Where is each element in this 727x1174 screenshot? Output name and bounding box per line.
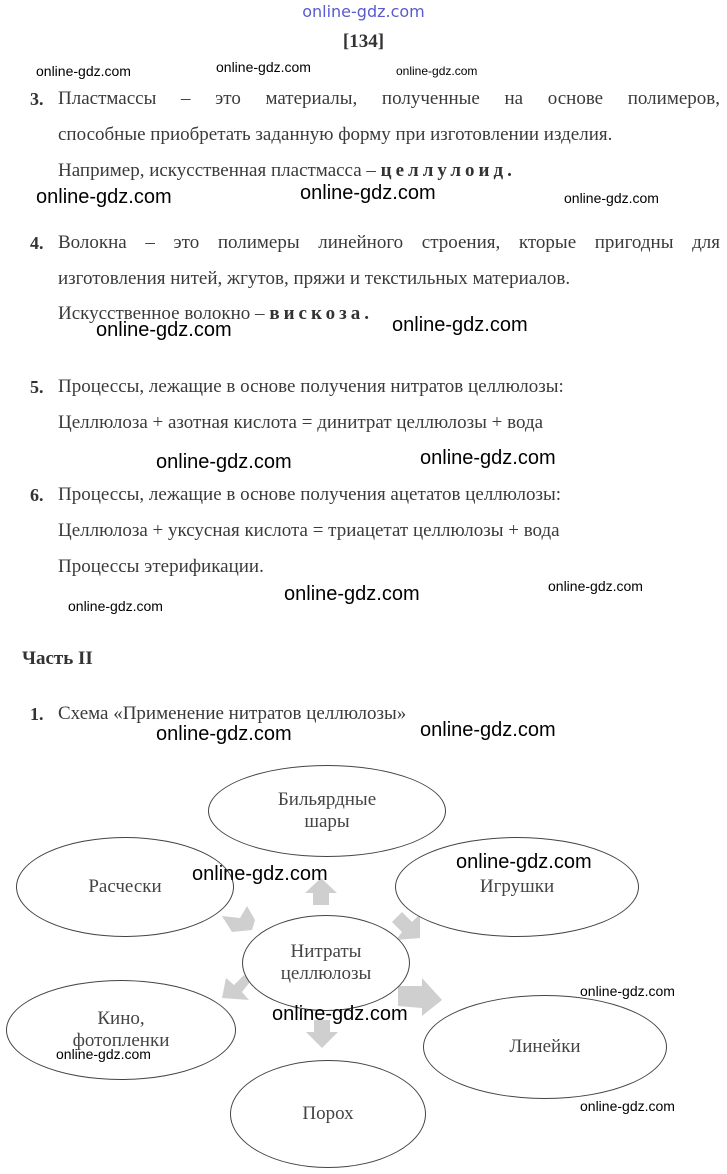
- arrow-upper-left: [222, 906, 255, 932]
- item-3-term: целлулоид.: [380, 160, 516, 181]
- site-header-link[interactable]: online-gdz.com: [302, 2, 425, 21]
- watermark: online-gdz.com: [300, 182, 436, 204]
- center-line-2: целлюлозы: [280, 963, 372, 984]
- watermark: online-gdz.com: [192, 863, 328, 885]
- watermark: online-gdz.com: [580, 1098, 675, 1114]
- item-5-number: 5.: [30, 377, 44, 397]
- gunpowder-label: Порох: [302, 1103, 354, 1124]
- watermark: online-gdz.com: [420, 447, 556, 469]
- item-4-number: 4.: [30, 233, 44, 253]
- watermark: online-gdz.com: [68, 598, 163, 614]
- watermark: online-gdz.com: [456, 851, 592, 873]
- watermark: online-gdz.com: [548, 578, 643, 594]
- question-1-number: 1.: [30, 704, 44, 724]
- film-line-1: Кино,: [97, 1008, 145, 1029]
- watermark: online-gdz.com: [396, 64, 478, 78]
- item-3-number: 3.: [30, 89, 44, 109]
- watermark: online-gdz.com: [36, 186, 172, 208]
- watermark: online-gdz.com: [272, 1003, 408, 1025]
- item-4-prefix: Искусственное волокно –: [58, 303, 265, 324]
- item-3-line-1: Пластмассы – это материалы, полученные на основе полимеров,: [58, 88, 720, 109]
- watermark: online-gdz.com: [420, 719, 556, 741]
- item-6-line-3: Процессы этерификации.: [58, 556, 264, 577]
- item-5-line-2: Целлюлоза + азотная кислота = динитрат целлюлозы + вода: [58, 412, 544, 433]
- watermark: online-gdz.com: [96, 319, 232, 341]
- watermark: online-gdz.com: [216, 59, 311, 75]
- billiard-line-1: Бильярдные: [277, 789, 377, 810]
- combs-label: Расчески: [88, 876, 162, 897]
- film-line-2: фотопленки: [72, 1030, 170, 1051]
- watermark: online-gdz.com: [56, 1046, 151, 1062]
- item-4-line-2: изготовления нитей, жгутов, пряжи и текстильных материалов.: [58, 268, 571, 289]
- item-3-prefix: Например, искусственная пластмасса –: [58, 160, 376, 181]
- item-4-term: вискоза.: [269, 303, 374, 324]
- item-4-line-1: Волокна – это полимеры линейного строения, кторые пригодны для: [58, 232, 720, 253]
- diagram-center-cellulose-nitrates: [242, 915, 410, 1011]
- item-6-line-2: Целлюлоза + уксусная кислота = триацетат целлюлозы + вода: [58, 520, 560, 541]
- toys-label: Игрушки: [479, 876, 555, 897]
- watermark: online-gdz.com: [580, 983, 675, 999]
- watermark: online-gdz.com: [392, 314, 528, 336]
- center-line-1: Нитраты: [290, 941, 362, 962]
- diagram-rulers: [423, 995, 667, 1099]
- item-3-line-2: способные приобретать заданную форму при изготовлении изделия.: [58, 124, 613, 145]
- item-6-line-1: Процессы, лежащие в основе получения ацетатов целлюлозы:: [58, 484, 562, 505]
- watermark: online-gdz.com: [156, 723, 292, 745]
- watermark: online-gdz.com: [564, 190, 659, 206]
- diagram-gunpowder: [230, 1060, 426, 1168]
- watermark: online-gdz.com: [156, 451, 292, 473]
- question-1-text: Схема «Применение нитратов целлюлозы»: [58, 703, 407, 724]
- billiard-line-2: шары: [304, 811, 350, 832]
- rulers-label: Линейки: [509, 1036, 581, 1057]
- page-number: [134]: [342, 31, 385, 52]
- item-5-line-1: Процессы, лежащие в основе получения нитратов целлюлозы:: [58, 376, 564, 397]
- item-6-number: 6.: [30, 485, 44, 505]
- part-2-heading: Часть II: [22, 648, 93, 669]
- diagram-billiard-balls: [208, 765, 446, 857]
- diagram-combs: [16, 837, 234, 937]
- watermark: online-gdz.com: [36, 63, 131, 79]
- diagram-film: [6, 980, 236, 1080]
- watermark: online-gdz.com: [284, 583, 420, 605]
